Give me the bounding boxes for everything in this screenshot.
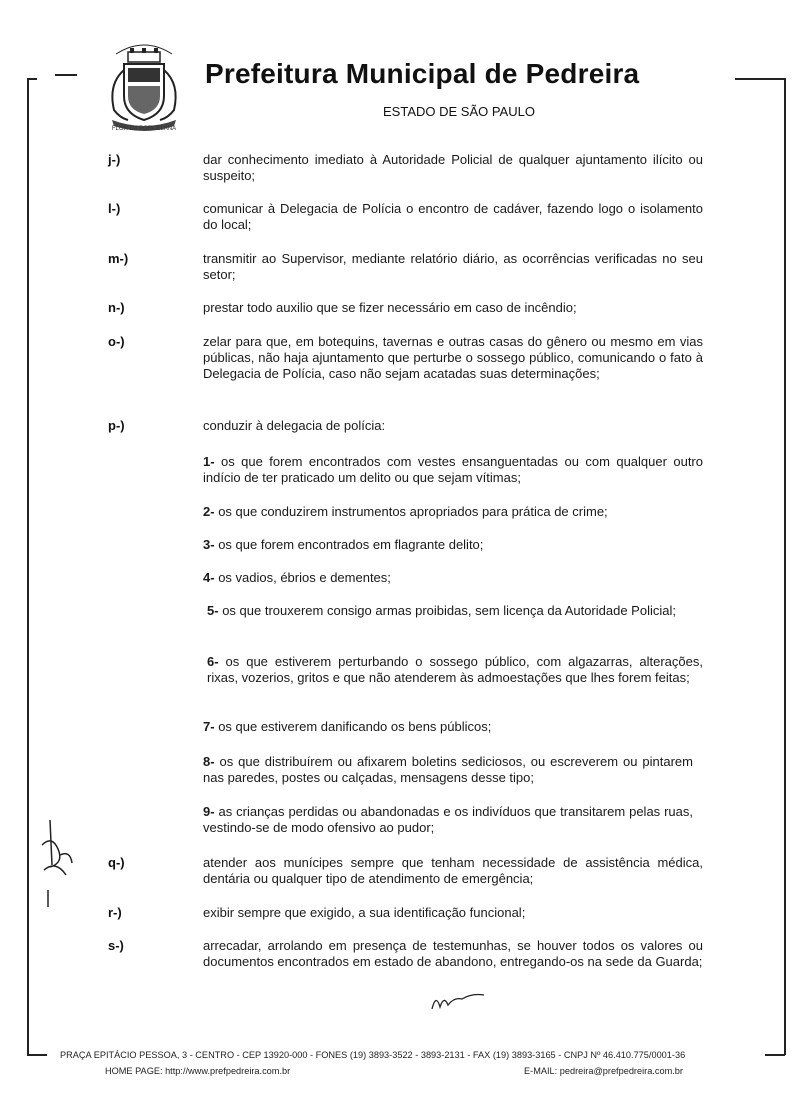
list-item [203, 719, 703, 735]
item-label: m-) [108, 251, 129, 266]
list-item-text: os vadios, ébrios e dementes; [218, 570, 391, 585]
list-item-number: 3- [203, 537, 215, 552]
list-item [203, 804, 693, 836]
footer-homepage: HOME PAGE: http://www.prefpedreira.com.br [105, 1066, 291, 1076]
list-item-text: as crianças perdidas ou abandonadas e os indivíduos que transitarem pelas ruas, vestindo-se de modo ofensivo ao pudor; [203, 804, 693, 835]
list-item [203, 570, 703, 586]
frame-line [735, 78, 785, 80]
signature [428, 985, 488, 1015]
frame-line [27, 1054, 47, 1056]
footer-email: E-MAIL: pedreira@prefpedreira.com.br [524, 1066, 683, 1076]
list-item-text: os que conduzirem instrumentos apropriados para prática de crime; [218, 504, 608, 519]
item-text: zelar para que, em botequins, tavernas e outras casas do gênero ou mesmo em vias públicas, não haja ajuntamento que perturbe o sossego público, comunicando o fato à Delegacia de Polícia, caso não sejam acatadas suas determinações; [203, 334, 703, 381]
item-label: j-) [108, 152, 121, 167]
coat-of-arms-logo [98, 34, 190, 138]
list-item-text: os que distribuírem ou afixarem boletins sediciosos, ou escreverem ou pintarem nas paredes, postes ou calçadas, mensagens desse tipo; [203, 754, 693, 785]
list-item-number: 8- [203, 754, 215, 769]
item-text: atender aos munícipes sempre que tenham necessidade de assistência médica, dentária ou qualquer tipo de atendimento de emergência; [203, 855, 703, 886]
item-text: exibir sempre que exigido, a sua identificação funcional; [203, 905, 526, 920]
list-item-text: os que forem encontrados em flagrante delito; [218, 537, 484, 552]
crest-caption: FLOR DA PORCELANA [111, 126, 177, 132]
item-text: comunicar à Delegacia de Polícia o encontro de cadáver, fazendo logo o isolamento do local; [203, 201, 703, 232]
list-item-text: os que estiverem perturbando o sossego público, com algazarras, alterações, rixas, vozerios, gritos e que não atenderem às admoestações que lhes forem feitas; [207, 654, 703, 685]
frame-line [784, 78, 786, 1055]
item-label: r-) [108, 905, 122, 920]
list-item [203, 754, 693, 786]
list-item-number: 7- [203, 719, 215, 734]
list-item [207, 603, 703, 619]
list-item-number: 6- [207, 654, 219, 669]
footer-address: PRAÇA EPITÁCIO PESSOA, 3 - CENTRO - CEP 13920-000 - FONES (19) 3893-3522 - 3893-2131 - FAX (19) 3893-3165 - CNPJ Nº 46.410.775/0001-36 [60, 1050, 686, 1060]
frame-line [27, 78, 29, 1055]
list-item [203, 454, 703, 486]
list-item-number: 4- [203, 570, 215, 585]
list-item-text: os que estiverem danificando os bens públicos; [218, 719, 492, 734]
item-text: arrecadar, arrolando em presença de testemunhas, se houver todos os valores ou documentos encontrados em estado de abandono, entregando-os na sede da Guarda; [203, 938, 703, 969]
list-item [203, 537, 703, 553]
item-label: l-) [108, 201, 121, 216]
list-item [207, 654, 703, 686]
list-item-text: os que trouxerem consigo armas proibidas, sem licença da Autoridade Policial; [222, 603, 676, 618]
frame-line [765, 1054, 785, 1056]
list-item-number: 9- [203, 804, 215, 819]
list-item-text: os que forem encontrados com vestes ensanguentadas ou com qualquer outro indício de ter praticado um delito ou que sejam vítimas; [203, 454, 703, 485]
page-subtitle: ESTADO DE SÃO PAULO [383, 104, 535, 119]
item-label: p-) [108, 418, 125, 433]
item-label: s-) [108, 938, 124, 953]
item-text: dar conhecimento imediato à Autoridade Policial de qualquer ajuntamento ilícito ou suspeito; [203, 152, 703, 183]
list-item-number: 2- [203, 504, 215, 519]
handwritten-initials [30, 815, 80, 910]
item-text: prestar todo auxilio que se fizer necessário em caso de incêndio; [203, 300, 577, 315]
item-text: conduzir à delegacia de polícia: [203, 418, 386, 433]
list-item-number: 1- [203, 454, 215, 469]
item-label: n-) [108, 300, 125, 315]
page-title: Prefeitura Municipal de Pedreira [205, 58, 640, 89]
item-text: transmitir ao Supervisor, mediante relatório diário, as ocorrências verificadas no seu setor; [203, 251, 703, 282]
item-label: o-) [108, 334, 125, 349]
item-label: q-) [108, 855, 125, 870]
frame-line [55, 74, 77, 76]
list-item-number: 5- [207, 603, 219, 618]
list-item [203, 504, 703, 520]
